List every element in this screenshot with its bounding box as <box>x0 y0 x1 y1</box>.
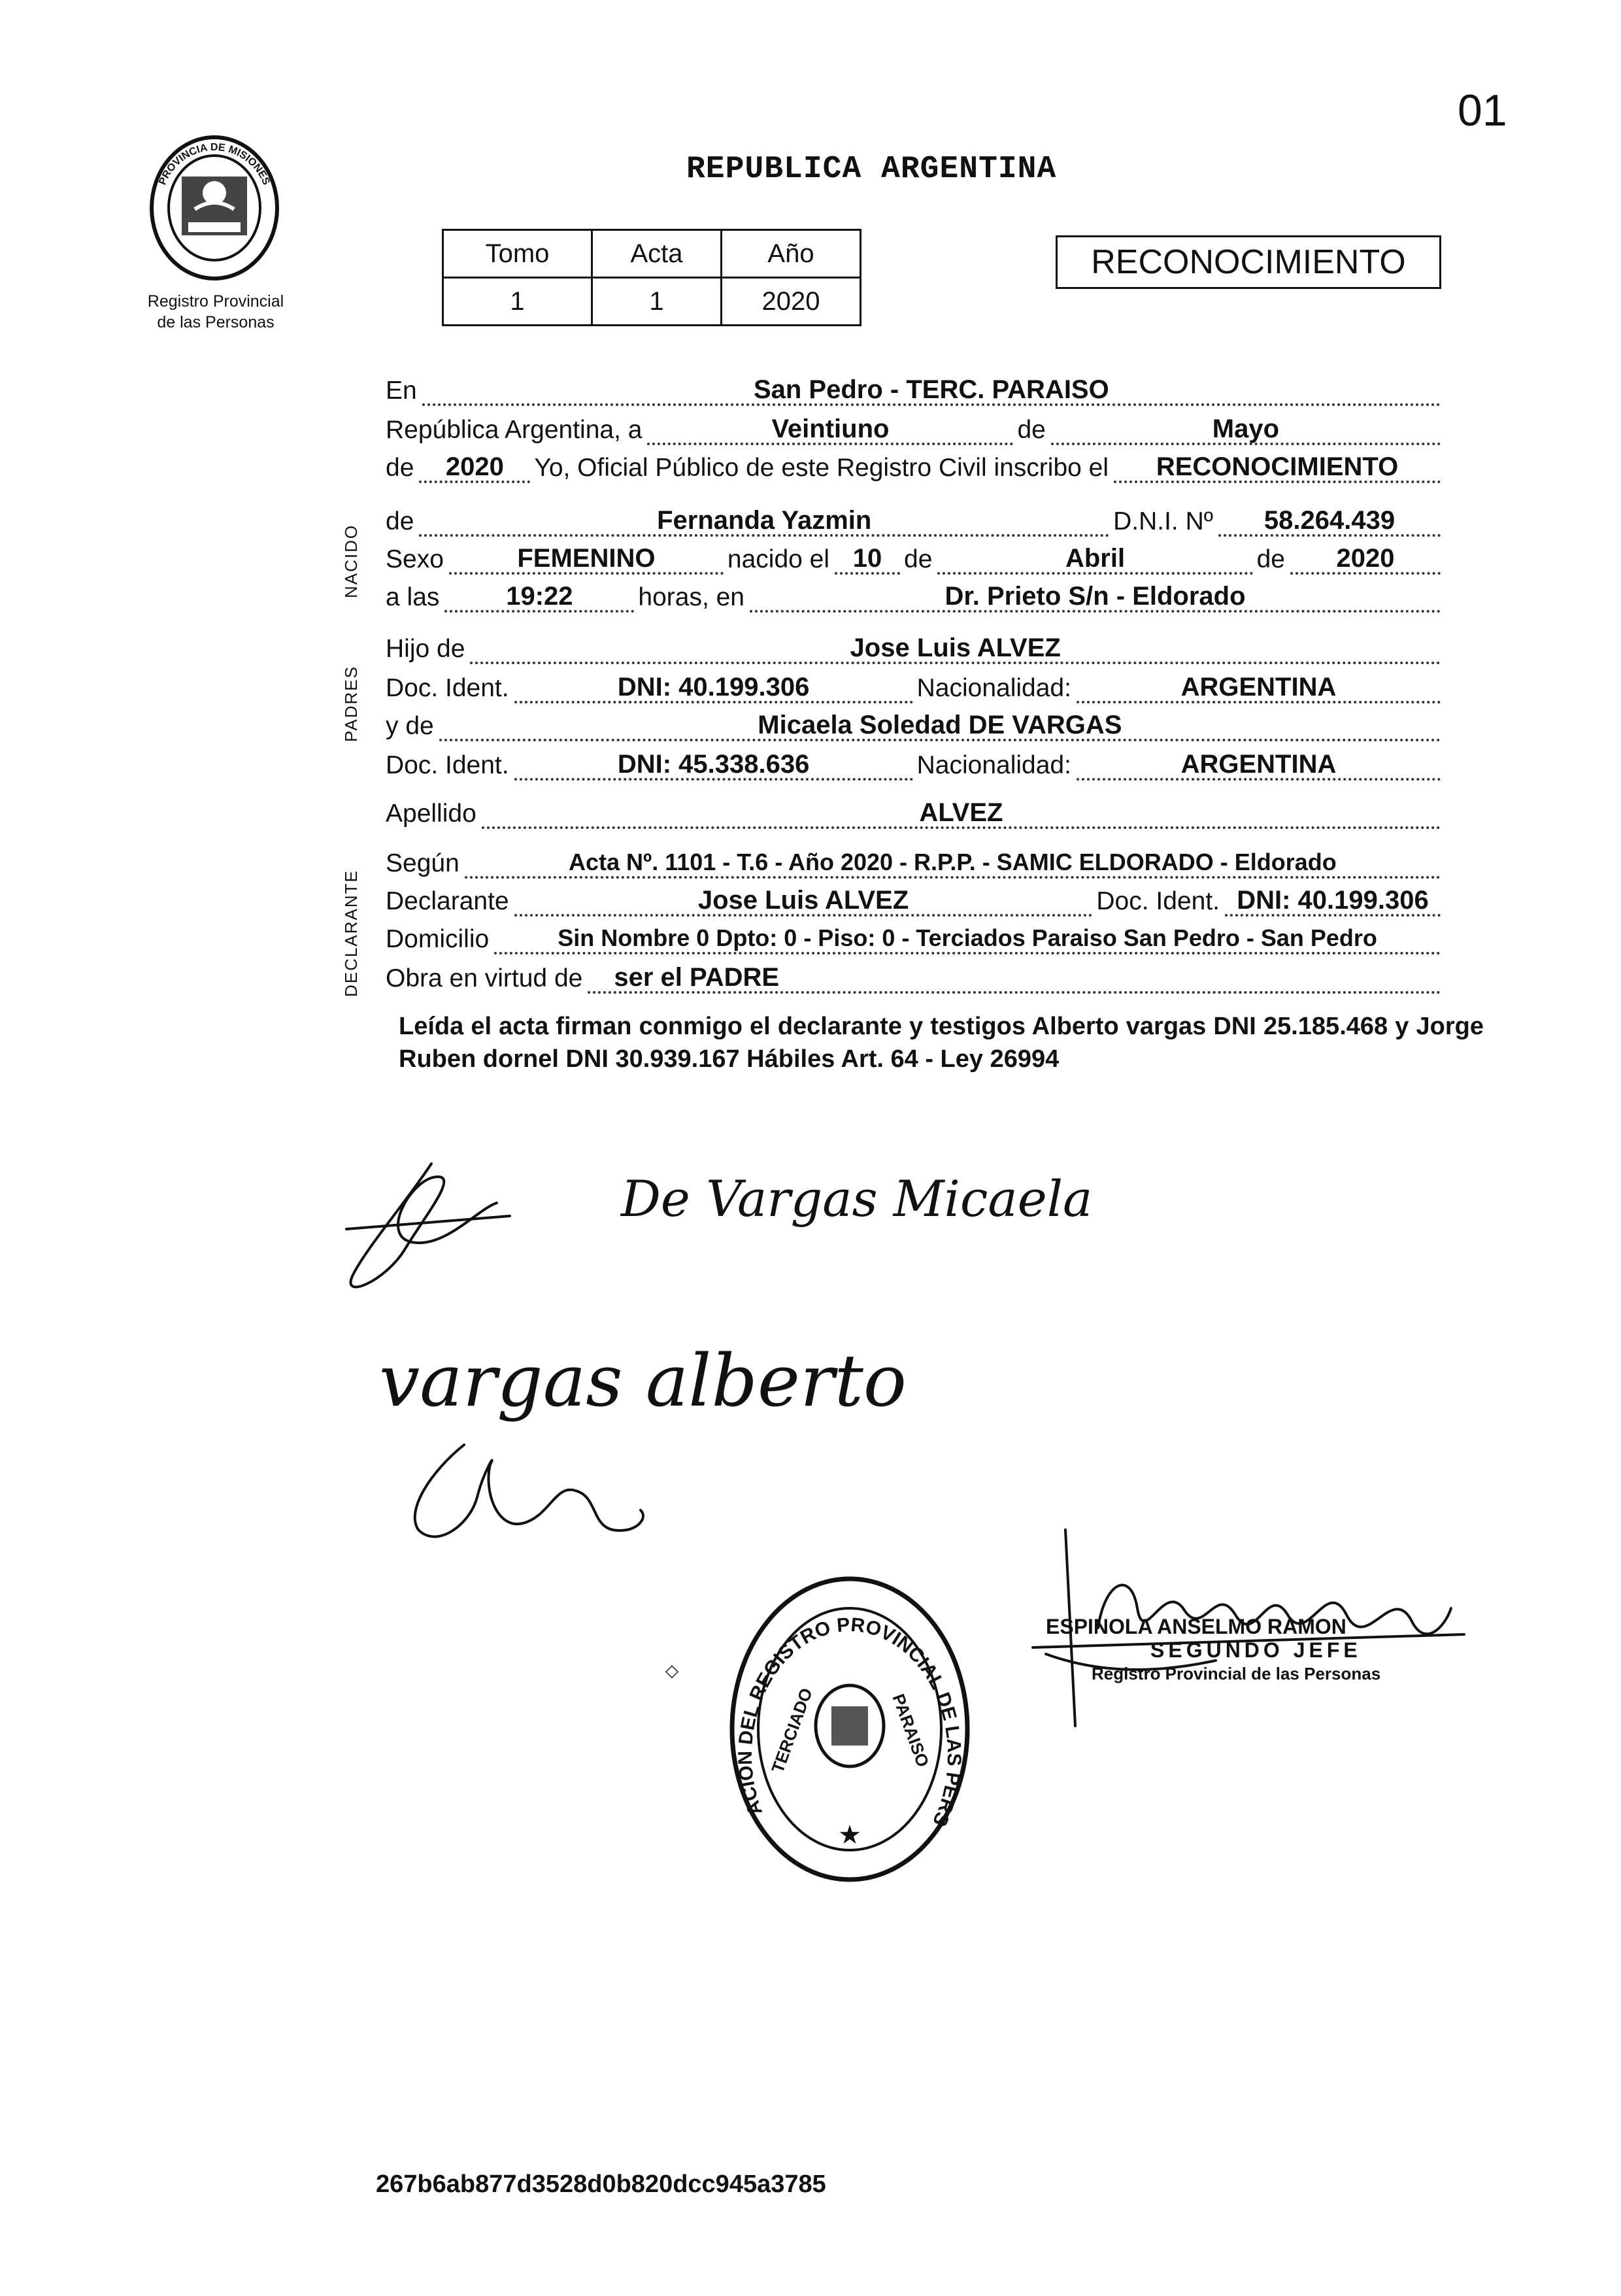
label-en: En <box>386 377 417 405</box>
label-de-mes: de <box>1017 416 1046 444</box>
row-padre-doc <box>386 673 1445 703</box>
row-sexo <box>386 545 1445 575</box>
field-declarante-doc: DNI: 40.199.306 <box>1237 886 1429 915</box>
stamp-inner-right: PARAISO <box>888 1691 933 1770</box>
label-de-nac-anio: de <box>1256 545 1285 573</box>
madre-handwritten-name <box>621 1164 1111 1242</box>
svg-text:★: ★ <box>838 1820 861 1850</box>
header-title: REPUBLICA ARGENTINA <box>686 152 1057 187</box>
closing-text: Leída el acta firman conmigo el declarante y testigos Alberto vargas DNI 25.185.468 y Jorge Ruben dornel DNI 30.939.167 Hábiles Art. 64 - Ley 26994 <box>399 1013 1484 1073</box>
record-type-box: RECONOCIMIENTO <box>1056 235 1441 289</box>
field-padre: Jose Luis ALVEZ <box>850 633 1061 662</box>
row-madre-doc <box>386 751 1445 781</box>
label-a-las: a las <box>386 583 440 611</box>
field-padre-nac: ARGENTINA <box>1180 673 1337 701</box>
field-madre-nac: ARGENTINA <box>1180 750 1337 779</box>
field-madre-doc: DNI: 45.338.636 <box>617 750 810 779</box>
field-lugar: San Pedro - TERC. PARAISO <box>753 375 1109 404</box>
row-declarante <box>386 886 1445 917</box>
row-segun <box>386 849 1445 879</box>
registry-stamp <box>711 1552 980 1889</box>
side-label-nacido: NACIDO <box>341 524 361 598</box>
official-office: Registro Provincial de las Personas <box>1092 1664 1381 1683</box>
anio-value: 2020 <box>722 278 861 326</box>
field-apellido: ALVEZ <box>919 798 1003 827</box>
label-segun: Según <box>386 849 460 877</box>
field-mes: Mayo <box>1212 414 1280 443</box>
stamp-inner-left: TERCIADO <box>767 1685 816 1776</box>
logo-ring-text: PROVINCIA DE MISIONES <box>157 141 272 187</box>
label-yo-oficial: Yo, Oficial Público de este Registro Civil inscribo el <box>534 454 1109 482</box>
field-anio: 2020 <box>445 452 504 481</box>
label-de-nac-mes: de <box>904 545 933 573</box>
row-nombre <box>386 507 1445 537</box>
field-nac-anio: 2020 <box>1336 544 1395 573</box>
label-horas-en: horas, en <box>638 583 744 611</box>
row-fecha <box>386 415 1445 445</box>
field-nac-dia: 10 <box>852 544 882 573</box>
field-tipo-inscripcion: RECONOCIMIENTO <box>1156 452 1399 481</box>
label-republica: República Argentina, a <box>386 416 643 444</box>
label-domicilio: Domicilio <box>386 925 490 953</box>
svg-text:DELEGACION DEL REGISTRO PROVIN <box>711 1552 965 1829</box>
row-padre <box>386 634 1445 664</box>
label-de-anio: de <box>386 454 414 482</box>
field-domicilio: Sin Nombre 0 Dpto: 0 - Piso: 0 - Terciados Paraiso San Pedro - San Pedro <box>558 924 1377 951</box>
official-name: ESPINOLA ANSELMO RAMON <box>1046 1615 1346 1638</box>
label-apellido: Apellido <box>386 800 476 828</box>
field-segun: Acta Nº. 1101 - T.6 - Año 2020 - R.P.P. - SAMIC ELDORADO - Eldorado <box>569 849 1337 875</box>
row-apellido <box>386 799 1445 829</box>
field-padre-doc: DNI: 40.199.306 <box>617 673 810 701</box>
label-sexo: Sexo <box>386 545 444 573</box>
label-hijo-de: Hijo de <box>386 635 465 663</box>
field-sexo: FEMENINO <box>517 544 656 573</box>
field-nac-mes: Abril <box>1065 544 1126 573</box>
row-lugar <box>386 376 1445 406</box>
label-y-de: y de <box>386 712 434 740</box>
svg-text:vargas alberto: vargas alberto <box>379 1339 907 1423</box>
row-obra <box>386 964 1445 994</box>
field-declarante: Jose Luis ALVEZ <box>697 886 909 915</box>
row-inscripcion <box>386 453 1445 483</box>
label-dni: D.N.I. Nº <box>1113 507 1213 535</box>
field-lugar-nac: Dr. Prieto S/n - Eldorado <box>944 582 1246 611</box>
stamp-ring-text: DELEGACION DEL REGISTRO PROVINCIAL DE LAS PERSONAS <box>711 1552 965 1830</box>
label-nacido-el: nacido el <box>727 545 830 573</box>
label-de-nombre: de <box>386 507 414 535</box>
label-doc-ident-declarante: Doc. Ident. <box>1096 887 1220 915</box>
declarante-signature <box>327 1151 523 1308</box>
row-hora <box>386 582 1445 613</box>
field-nombre: Fernanda Yazmin <box>657 506 872 535</box>
provincial-seal-logo <box>142 131 286 288</box>
anio-header: Año <box>722 230 861 278</box>
field-obra: ser el PADRE <box>614 963 780 992</box>
label-nacionalidad-padre: Nacionalidad: <box>916 674 1071 702</box>
logo-caption <box>105 291 327 333</box>
acta-value: 1 <box>592 278 722 326</box>
label-declarante: Declarante <box>386 887 509 915</box>
field-dia: Veintiuno <box>771 414 890 443</box>
label-doc-ident-padre: Doc. Ident. <box>386 674 509 702</box>
tomo-header: Tomo <box>443 230 592 278</box>
official-title: SEGUNDO JEFE <box>1150 1638 1362 1662</box>
official-signature <box>1020 1530 1477 1726</box>
document-hash: 267b6ab877d3528d0b820dcc945a3785 <box>376 2170 826 2198</box>
row-domicilio <box>386 924 1445 954</box>
logo-caption-line1: Registro Provincial <box>147 292 284 311</box>
row-madre <box>386 711 1445 741</box>
diamond-mark-icon: ◇ <box>665 1661 678 1680</box>
label-nacionalidad-madre: Nacionalidad: <box>916 751 1071 779</box>
logo-caption-line2: de las Personas <box>157 313 275 331</box>
acta-header: Acta <box>592 230 722 278</box>
field-dni: 58.264.439 <box>1263 506 1395 535</box>
testigo-signature <box>392 1425 667 1556</box>
field-hora: 19:22 <box>506 582 573 611</box>
label-obra: Obra en virtud de <box>386 964 583 992</box>
side-label-padres: PADRES <box>341 666 361 742</box>
svg-text:De Vargas Micaela: De Vargas Micaela <box>621 1170 1093 1228</box>
page-number: 01 <box>1458 86 1507 135</box>
side-label-declarante: DECLARANTE <box>341 869 361 997</box>
label-doc-ident-madre: Doc. Ident. <box>386 751 509 779</box>
field-madre: Micaela Soledad DE VARGAS <box>758 711 1122 739</box>
record-table <box>442 229 861 326</box>
tomo-value: 1 <box>443 278 592 326</box>
